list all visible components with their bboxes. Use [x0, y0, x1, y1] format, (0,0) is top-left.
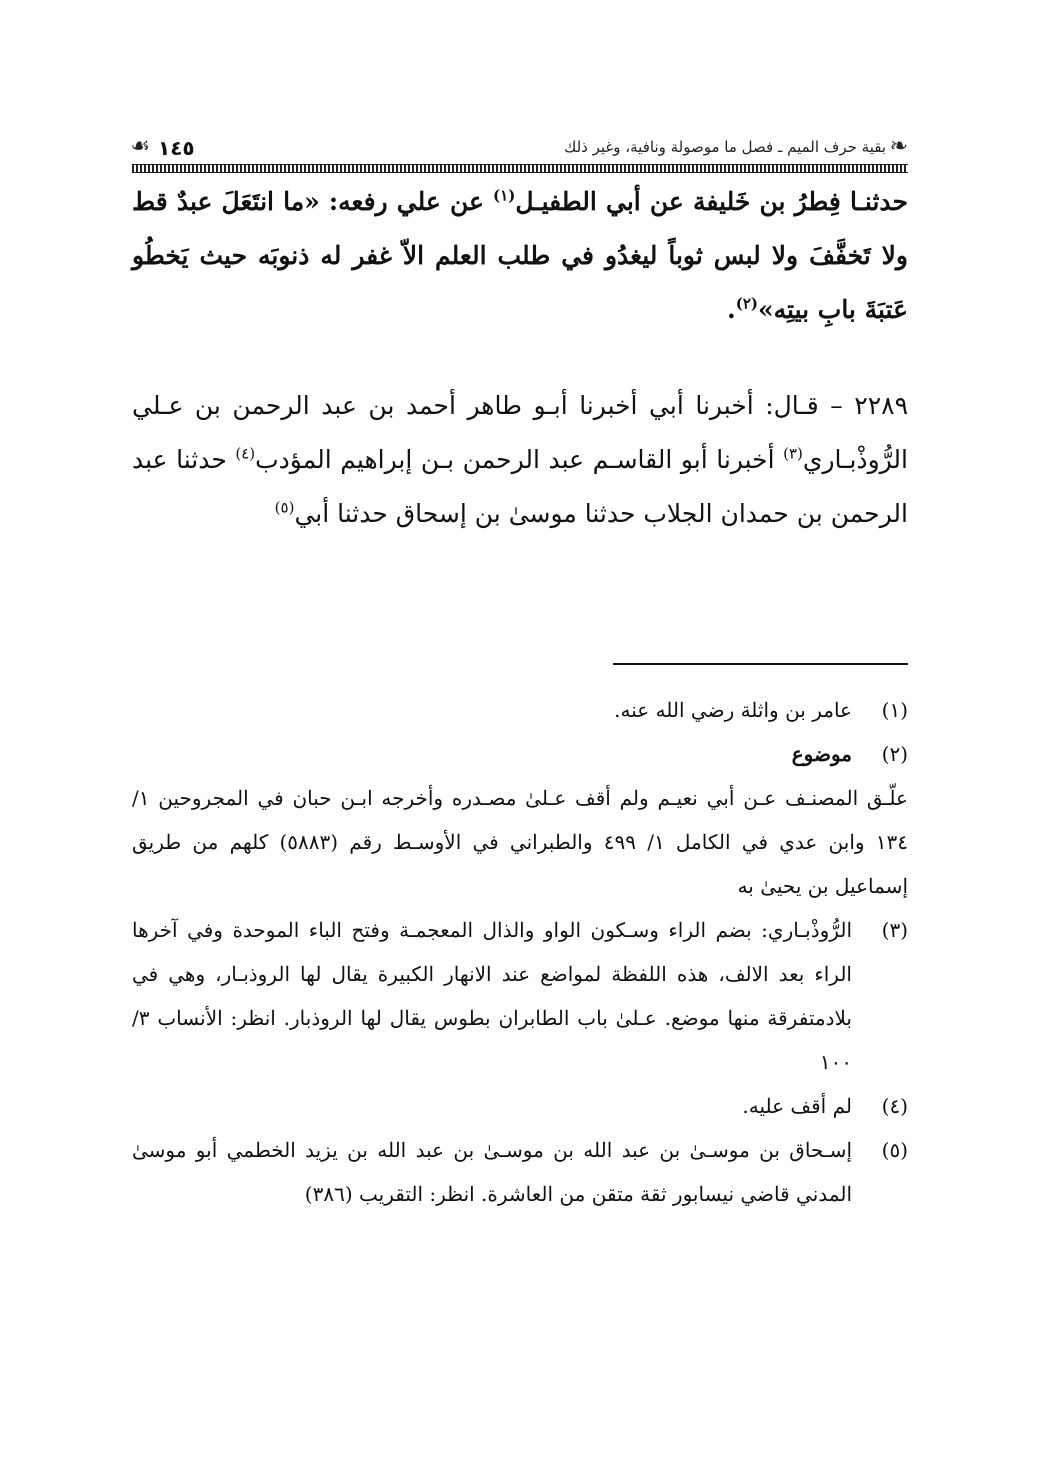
footnote-number: (٣) [881, 918, 908, 942]
footnote-item [132, 1128, 908, 1216]
footnote-ref[interactable]: (٥) [274, 498, 295, 517]
ornament-icon: ☙ [130, 134, 150, 159]
footnote-ref[interactable]: (١) [493, 186, 516, 205]
hadith-continuation: حدثنـا فِطرُ بن خَليفة عن أبي الطفيـل$^{(١)}$ عن علي رفعه: «ما انتَعَلَ عبدٌ قط ولا تَخفَّفَ ولا لبس ثوباً ليغدُو في طلب العلم الاّ غفر له ذنوبَه حيث يَخطُو عَتبَةَ بابِ بيتِه»$^{(٢)}$. [132, 186, 908, 324]
footnote-ref[interactable]: (٤) [235, 444, 256, 463]
footnote-item [132, 908, 908, 1084]
header-rule [132, 164, 908, 173]
footnote-separator [613, 663, 908, 665]
page-header [132, 128, 908, 166]
footnote-item [132, 1084, 908, 1128]
footnotes [132, 688, 908, 1216]
footnote-ref[interactable]: (٢) [735, 294, 758, 313]
footnote-number: (٤) [881, 1094, 908, 1118]
main-text [132, 175, 908, 541]
footnote-ref[interactable]: (٣) [783, 444, 803, 463]
footnote-item [132, 732, 908, 776]
ornament-icon: ❧ [889, 134, 908, 159]
footnote-text: عامر بن واثلة رضي الله عنه. [614, 698, 852, 722]
footnote-heading: موضوع [791, 742, 852, 766]
running-head: بقية حرف الميم ـ فصل ما موصولة ونافية، وغير ذلك [563, 138, 886, 156]
page-number: ١٤٥ [158, 136, 195, 160]
footnote-text: لم أقف عليه. [742, 1094, 852, 1118]
hadith-2289: ٢٢٨٩ – قـال: أخبرنا أبي أخبرنا أبـو طاهر أحمد بن عبد الرحمن بن عـلي الرُّوذْبـاري$^{(٣)}$ أخبرنا أبو القاسـم عبد الرحمن بـن إبراهيم المؤدب$^{(٤)}$ حدثنا عبد الرحمن بن حمدان الجلاب حدثنا موسىٰ بن إسحاق حدثنا أبي$^{(٥)}$ [132, 391, 908, 528]
footnote-number: (٥) [881, 1138, 908, 1162]
footnote-item [132, 688, 908, 732]
footnote-number: (٢) [881, 742, 908, 766]
footnote-text: علّـق المصنـف عـن أبي نعيـم ولم أقف عـلىٰ مصـدره وأخرجه ابـن حبان في المجروحين ١/ ١٣٤ وابن عدي في الكامل ١/ ٤٩٩ والطبراني في الأوسـط رقم (٥٨٨٣) كلهم من طريق إسماعيل بن يحيىٰ به [132, 786, 908, 898]
footnote-text: الرُّوذْبـاري: بضم الراء وسـكون الواو والذال المعجمـة وفتح الباء الموحدة وفي آخرها الراء بعد الالف، هذه اللفظة لمواضع عند الانهار الكبيرة يقال لها الروذبـار، وهي في بلادمتفرقة منها موضع. عـلىٰ باب الطابران بطوس يقال لها الروذبار. انظر: الأنساب ٣/ ١٠٠ [132, 918, 852, 1074]
footnote-text: إسـحاق بن موسـىٰ بن عبد الله بن موسـىٰ بن عبد الله بن يزيد الخطمي أبو موسىٰ المدني قاضي نيسابور ثقة متقن من العاشرة. انظر: التقريب (٣٨٦) [132, 1138, 852, 1206]
footnote-number: (١) [881, 698, 908, 722]
